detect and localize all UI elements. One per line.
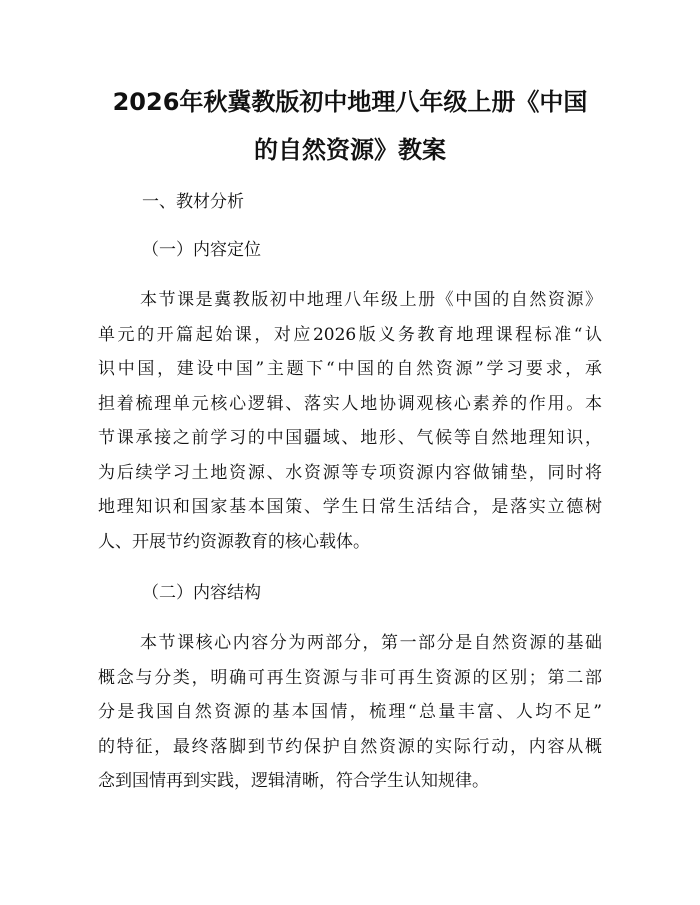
paragraph-line: 为后续学习土地资源、水资源等专项资源内容做铺垫，同时将 bbox=[98, 462, 602, 483]
paragraph-line: 节课承接之前学习的中国疆域、地形、气候等自然地理知识， bbox=[98, 428, 602, 448]
subsection-heading-content-structure: （二）内容结构 bbox=[142, 583, 261, 603]
paragraph-line: 人、开展节约资源教育的核心载体。 bbox=[98, 531, 370, 552]
document-title-line-2: 的自然资源》教案 bbox=[254, 136, 446, 164]
subsection-heading-content-position: （一）内容定位 bbox=[142, 240, 261, 260]
paragraph-line: 地理知识和国家基本国策、学生日常生活结合，是落实立德树 bbox=[98, 497, 602, 517]
document-title-line-1: 2026年秋冀教版初中地理八年级上册《中国 bbox=[112, 88, 588, 116]
paragraph-line: 本节课是冀教版初中地理八年级上册《中国的自然资源》 bbox=[140, 290, 602, 310]
section-heading-textbook-analysis: 一、教材分析 bbox=[142, 192, 244, 212]
paragraph-line: 的特征，最终落脚到节约保护自然资源的实际行动，内容从概 bbox=[98, 736, 602, 757]
paragraph-line: 本节课核心内容分为两部分，第一部分是自然资源的基础 bbox=[140, 633, 602, 653]
paragraph-line: 念到国情再到实践，逻辑清晰，符合学生认知规律。 bbox=[98, 771, 489, 791]
paragraph-content-structure bbox=[98, 626, 602, 799]
paragraph-line: 单元的开篇起始课，对应2026版义务教育地理课程标准“认 bbox=[98, 324, 602, 345]
paragraph-line: 担着梳理单元核心逻辑、落实人地协调观核心素养的作用。本 bbox=[98, 393, 602, 414]
paragraph-line: 概念与分类，明确可再生资源与非可再生资源的区别；第二部 bbox=[98, 667, 602, 688]
paragraph-line: 识中国，建设中国”主题下“中国的自然资源”学习要求，承 bbox=[98, 359, 602, 379]
paragraph-content-position bbox=[98, 283, 602, 559]
paragraph-line: 分是我国自然资源的基本国情，梳理“总量丰富、人均不足” bbox=[98, 702, 602, 722]
